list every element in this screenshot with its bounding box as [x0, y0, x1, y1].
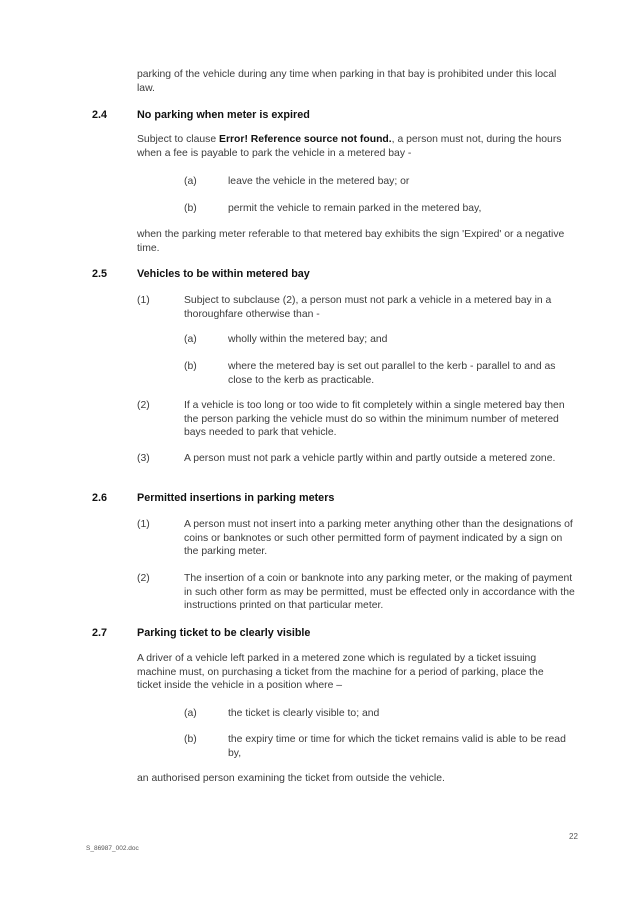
item-text-2-5-a: wholly within the metered bay; and	[228, 334, 388, 345]
section-2-7-lead: A driver of a vehicle left parked in a metered zone which is regulated by a ticket issuing machine must, on purchasing a ticket from the machine for a period of parking, place the ticket inside the vehicle in a position where –	[137, 653, 544, 692]
lead-text-before: Subject to clause	[137, 134, 220, 145]
section-number-2-6: 2.6	[92, 492, 108, 504]
item-text-2-4-b: permit the vehicle to remain parked in the metered bay,	[228, 203, 482, 214]
page-number: 22	[569, 832, 578, 841]
clause-marker-2-6-1: (1)	[137, 519, 150, 530]
clause-marker-2-5-1: (1)	[137, 295, 150, 306]
item-text-2-7-a: the ticket is clearly visible to; and	[228, 708, 380, 719]
section-title-2-5: Vehicles to be within metered bay	[137, 268, 310, 280]
item-marker-2-7-b: (b)	[184, 734, 197, 745]
section-2-7-close: an authorised person examining the ticket from outside the vehicle.	[137, 773, 445, 784]
clause-text-2-5-3: A person must not park a vehicle partly within and partly outside a metered zone.	[184, 453, 556, 464]
clause-marker-2-5-2: (2)	[137, 400, 150, 411]
section-number-2-7: 2.7	[92, 627, 108, 639]
clause-text-2-5-2: If a vehicle is too long or too wide to fit completely within a single metered bay then the person parking the vehicle must do so within the minimum number of metered bays needed to park that vehicle.	[184, 400, 565, 439]
item-marker-2-5-a: (a)	[184, 334, 197, 345]
clause-marker-2-6-2: (2)	[137, 573, 150, 584]
item-text-2-5-b: where the metered bay is set out parallel to the kerb - parallel to and as close to the kerb as practicable.	[228, 361, 556, 386]
item-text-2-4-a: leave the vehicle in the metered bay; or	[228, 176, 410, 187]
reference-error-text: Error! Reference source not found.	[219, 134, 392, 145]
document-reference: S_86987_002.doc	[86, 845, 139, 852]
intro-paragraph: parking of the vehicle during any time when parking in that bay is prohibited under this local law.	[137, 69, 557, 94]
section-number-2-5: 2.5	[92, 268, 108, 280]
section-title-2-7: Parking ticket to be clearly visible	[137, 627, 311, 639]
section-2-4-lead	[137, 133, 577, 160]
item-marker-2-4-b: (b)	[184, 203, 197, 214]
section-title-2-4: No parking when meter is expired	[137, 109, 310, 121]
clause-text-2-6-2: The insertion of a coin or banknote into any parking meter, or the making of payment in such other form as may be permitted, must be effected only in accordance with the instructions printed on that particular meter.	[184, 573, 575, 612]
lead-text-after: , a person must not, during the hours when a fee is payable to park the vehicle in a metered bay -	[137, 134, 562, 159]
item-text-2-7-b: the expiry time or time for which the ticket remains valid is able to be read by,	[228, 734, 566, 759]
section-2-4-close: when the parking meter referable to that metered bay exhibits the sign 'Expired' or a negative time.	[137, 229, 565, 254]
clause-marker-2-5-3: (3)	[137, 453, 150, 464]
section-number-2-4: 2.4	[92, 109, 108, 121]
item-marker-2-5-b: (b)	[184, 361, 197, 372]
clause-text-2-6-1: A person must not insert into a parking meter anything other than the designations of coins or banknotes or such other permitted form of payment indicated by a sign on the parking meter.	[184, 519, 573, 558]
clause-text-2-5-1: Subject to subclause (2), a person must not park a vehicle in a metered bay in a thoroughfare otherwise than -	[184, 295, 552, 320]
section-title-2-6: Permitted insertions in parking meters	[137, 492, 335, 504]
item-marker-2-7-a: (a)	[184, 708, 197, 719]
item-marker-2-4-a: (a)	[184, 176, 197, 187]
